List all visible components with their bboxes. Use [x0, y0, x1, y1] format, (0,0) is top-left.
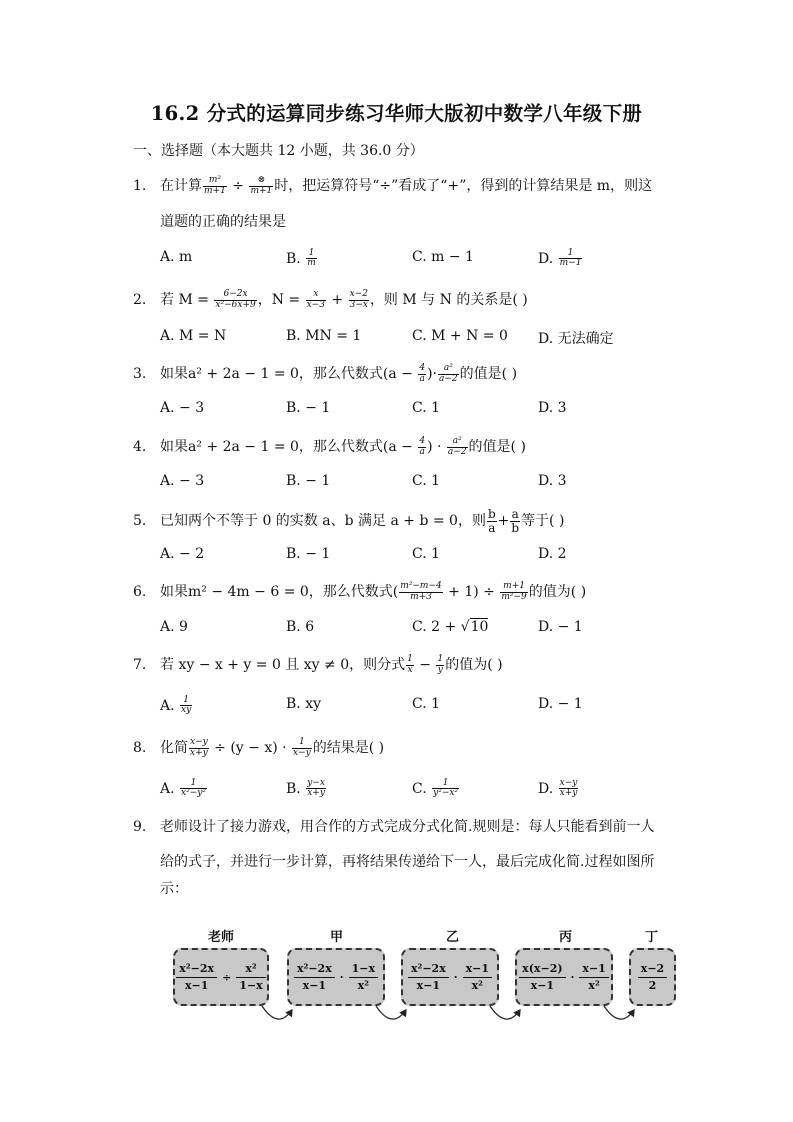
option-b: B. − 1	[286, 546, 331, 562]
question-4: 4. 如果a² + 2a − 1 = 0，那么代数式(a − $\frac{4}{a}$ ) · $\frac{\text{a²}}{a-2}$ 的值是( )	[133, 436, 526, 457]
question-number: 7.	[133, 657, 147, 673]
expression-box-ding: $\frac{x-2}{2}$	[629, 948, 676, 1006]
question-5: 5. 已知两个不等于 0 的实数 a、b 满足 a + b = 0，则 $\frac{b}{a}$ + $\frac{a}{b}$ 等于( )	[133, 507, 565, 535]
question-number: 3.	[133, 366, 147, 382]
fraction: $\frac{1}{y}$	[437, 654, 444, 675]
question-number: 1.	[133, 178, 147, 194]
arrow-1	[262, 1006, 292, 1019]
question-2: 2. 若 M = $\frac{6-2x}{\text{x²−6x+9}}$ ，N = $\frac{x}{x-3}$ + $\frac{x-2}{3-x}$ ，则 M 与 N 的关系是( )	[133, 289, 528, 310]
fraction: $\frac{a}{b}$	[511, 507, 520, 535]
fraction: $\frac{\text{m²}}{m+1}$	[204, 175, 226, 196]
fraction: $\frac{6-2x}{\text{x²−6x+9}}$	[215, 289, 256, 310]
fraction: $\frac{m+1}{\text{m²−9}}$	[501, 581, 527, 602]
expression-box-bing: $\frac{x(x-2)}{x-1}$ · $\frac{x-1}{\text{x²}}$	[515, 948, 613, 1006]
option-a: A. − 2	[160, 546, 205, 562]
option-c: C. m − 1	[412, 249, 474, 265]
section-heading: 一、选择题（本大题共 12 小题，共 36.0 分）	[133, 143, 424, 159]
arrow-4	[604, 1006, 634, 1019]
relay-diagram	[170, 926, 680, 1036]
question-6: 6. 如果m² − 4m − 6 = 0，那么代数式( $\frac{\text{m²−m−4}}{m+3}$ + 1) ÷ $\frac{m+1}{\text{m²−9}}$ 的值为( )	[133, 581, 587, 602]
option-b: B. MN = 1	[286, 328, 362, 344]
fraction: $\frac{x-y}{x+y}$	[190, 737, 208, 758]
arrow-3	[490, 1006, 520, 1019]
relay-arrows	[170, 926, 680, 1036]
question-3: 3. 如果a² + 2a − 1 = 0，那么代数式(a − $\frac{4}{a}$ )· $\frac{\text{a²}}{a-2}$ 的值是( )	[133, 363, 518, 384]
option-c: C. 1	[412, 473, 441, 489]
question-9-line-2: 给的式子，并进行一步计算，再将结果传递给下一人，最后完成化简.过程如图所	[160, 854, 655, 870]
page-title: 16.2 分式的运算同步练习华师大版初中数学八年级下册	[150, 102, 643, 125]
question-7: 7. 若 xy − x + y = 0 且 xy ≠ 0，则分式 $\frac{1}{x}$ − $\frac{1}{y}$ 的值为( )	[133, 654, 503, 675]
option-d: D. $\frac{x-y}{x+y}$	[538, 778, 578, 799]
option-b: B. xy	[286, 696, 321, 712]
fraction: $\frac{4}{a}$	[419, 363, 426, 384]
option-a: A. M = N	[160, 328, 227, 344]
option-d: D. $\frac{1}{m-1}$	[538, 248, 582, 269]
question-9: 9. 老师设计了接力游戏，用合作的方式完成分式化简.规则是：每人只能看到前一人	[133, 819, 655, 835]
arrow-2	[376, 1006, 406, 1019]
fraction: $\frac{x-2}{3-x}$	[349, 289, 368, 310]
option-d: D. 2	[538, 546, 567, 562]
option-c: C. M + N = 0	[412, 328, 508, 344]
label-teacher: 老师	[208, 930, 235, 945]
option-d: D. 无法确定	[538, 331, 614, 347]
option-c: C. 1	[412, 696, 441, 712]
fraction: $\frac{\text{a²}}{a-2}$	[439, 363, 458, 384]
expression-box-teacher: $\frac{\text{x²−2x}}{x-1}$ ÷ $\frac{\text{x²}}{1-x}$	[173, 948, 269, 1006]
option-b: B. − 1	[286, 400, 331, 416]
option-d: D. 3	[538, 473, 567, 489]
option-a: A. m	[160, 249, 193, 265]
option-d: D. − 1	[538, 619, 583, 635]
option-a: A. $\frac{1}{xy}$	[160, 695, 192, 716]
expression-box-yi: $\frac{\text{x²−2x}}{x-1}$ · $\frac{x-1}{\text{x²}}$	[401, 948, 499, 1006]
option-c: C. 1	[412, 546, 441, 562]
label-jia: 甲	[330, 930, 344, 945]
option-b: B. − 1	[286, 473, 331, 489]
option-b: B. 6	[286, 619, 315, 635]
option-c: C. 2 + √10	[412, 619, 489, 635]
question-8: 8. 化简 $\frac{x-y}{x+y}$ ÷ (y − x) · $\frac{1}{x-y}$ 的结果是( )	[133, 737, 385, 758]
fraction: $\frac{\text{m²−m−4}}{m+3}$	[400, 581, 442, 602]
question-number: 6.	[133, 584, 147, 600]
option-d: D. 3	[538, 400, 567, 416]
expression-box-jia: $\frac{\text{x²−2x}}{x-1}$ · $\frac{1-x}{\text{x²}}$	[287, 948, 385, 1006]
option-a: A. 9	[160, 619, 188, 635]
question-number: 5.	[133, 513, 147, 530]
question-number: 9.	[133, 819, 147, 835]
question-number: 2.	[133, 292, 147, 308]
question-1: 1. 在计算 $\frac{\text{m²}}{m+1}$ ÷ $\frac{\otimes}{m+1}$ 时，把运算符号“÷”看成了“+”，得到的计算结果是 m，则这	[133, 175, 653, 196]
option-b: B. $\frac{1}{m}$	[286, 248, 316, 269]
fraction: $\frac{x}{x-3}$	[306, 289, 325, 310]
fraction: $\frac{1}{x-y}$	[293, 737, 311, 758]
question-9-line-3: 示：	[160, 881, 188, 897]
fraction: $\frac{b}{a}$	[487, 507, 496, 535]
label-ding: 丁	[645, 930, 659, 945]
question-number: 4.	[133, 439, 147, 455]
label-bing: 丙	[559, 930, 573, 945]
fraction: $\frac{4}{a}$	[419, 436, 426, 457]
fraction: $\frac{\text{a²}}{a-2}$	[447, 436, 467, 457]
option-b: B. $\frac{y-x}{x+y}$	[286, 778, 325, 799]
fraction: $\frac{\otimes}{m+1}$	[250, 175, 273, 196]
option-a: A. − 3	[160, 473, 205, 489]
option-d: D. − 1	[538, 696, 583, 712]
label-yi: 乙	[446, 930, 460, 945]
question-1-continued: 道题的正确的结果是	[160, 214, 286, 230]
option-c: C. $\frac{1}{\text{y²−x²}}$	[412, 778, 459, 799]
question-number: 8.	[133, 740, 147, 756]
option-a: A. − 3	[160, 400, 205, 416]
fraction: $\frac{1}{x}$	[407, 654, 413, 675]
option-c: C. 1	[412, 400, 441, 416]
option-a: A. $\frac{1}{\text{x²−y²}}$	[160, 778, 206, 799]
